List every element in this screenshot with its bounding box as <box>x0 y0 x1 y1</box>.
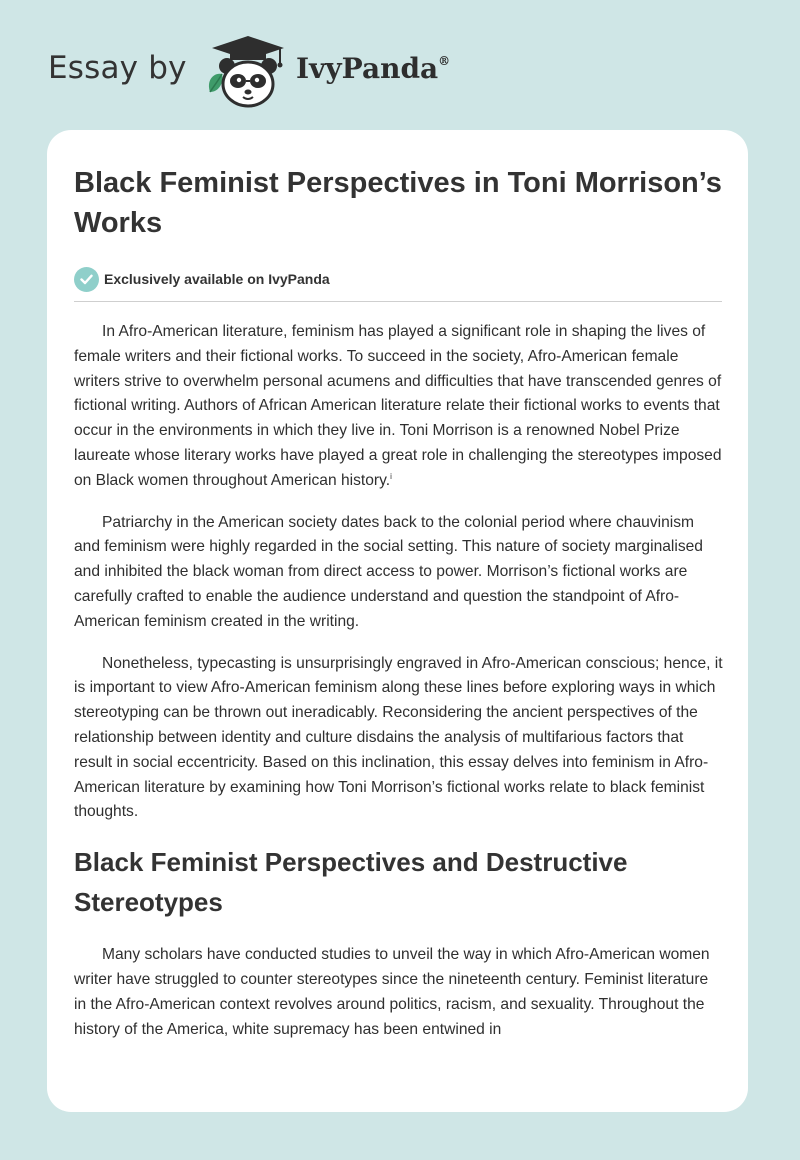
section-heading: Black Feminist Perspectives and Destructive Stereotypes <box>74 847 628 918</box>
essay-card <box>47 130 748 1112</box>
paragraph <box>74 320 724 494</box>
essay-by-label: Essay by <box>48 50 187 86</box>
footnote-marker[interactable]: i <box>390 471 392 481</box>
site-header <box>48 34 508 114</box>
paragraph: Nonetheless, typecasting is unsurprisingly engraved in Afro-American conscious; hence, it is important to view Afro-American feminism along these lines before exploring ways in which stereotyping can be thrown out ineradicably. Reconsidering the ancient perspectives of the relationship between identity and culture disdains the analysis of multifarious factors that result in social eccentricity. Based on this inclination, this essay delves into feminism in Afro-American literature by examining how Toni Morrison’s fictional works relate to black feminist thoughts. <box>74 654 723 821</box>
paragraph: Many scholars have conducted studies to unveil the way in which Afro-American women writer have struggled to counter stereotypes since the nineteenth century. Feminist literature in the Afro-American context revolves around politics, racism, and sexuality. Throughout the history of the America, white supremacy has been entwined in <box>74 946 710 1038</box>
essay-body <box>74 320 724 1042</box>
brand-name <box>296 52 450 85</box>
registered-mark: ® <box>438 54 451 68</box>
essay-title: Black Feminist Perspectives in Toni Morrison’s Works <box>74 167 722 239</box>
divider <box>74 301 722 302</box>
panda-logo-icon <box>200 34 296 110</box>
essay-content <box>74 163 724 1059</box>
exclusive-label: Exclusively available on IvyPanda <box>104 271 330 287</box>
check-circle-icon <box>74 267 99 292</box>
exclusive-badge <box>74 266 724 292</box>
paragraph: Patriarchy in the American society dates back to the colonial period where chauvinism and feminism were highly regarded in the social setting. This nature of society marginalised and inhibited the black woman from direct access to power. Morrison’s fictional works are carefully crafted to enable the audience understand and question the standpoint of Afro-American feminism created in the writing. <box>74 513 703 630</box>
paragraph-text: In Afro-American literature, feminism has played a significant role in shaping the lives of female writers and their fictional works. To succeed in the society, Afro-American female writers strive to overwhelm personal acumens and difficulties that have transcended genres of fictional writing. Authors of African American literature relate their fictional works to events that occur in the environments in which they live in. Toni Morrison is a renowned Nobel Prize laureate whose literary works have played a great role in challenging the stereotypes imposed on Black women throughout American history. <box>74 323 722 489</box>
brand-wordmark: IvyPanda <box>296 52 439 85</box>
